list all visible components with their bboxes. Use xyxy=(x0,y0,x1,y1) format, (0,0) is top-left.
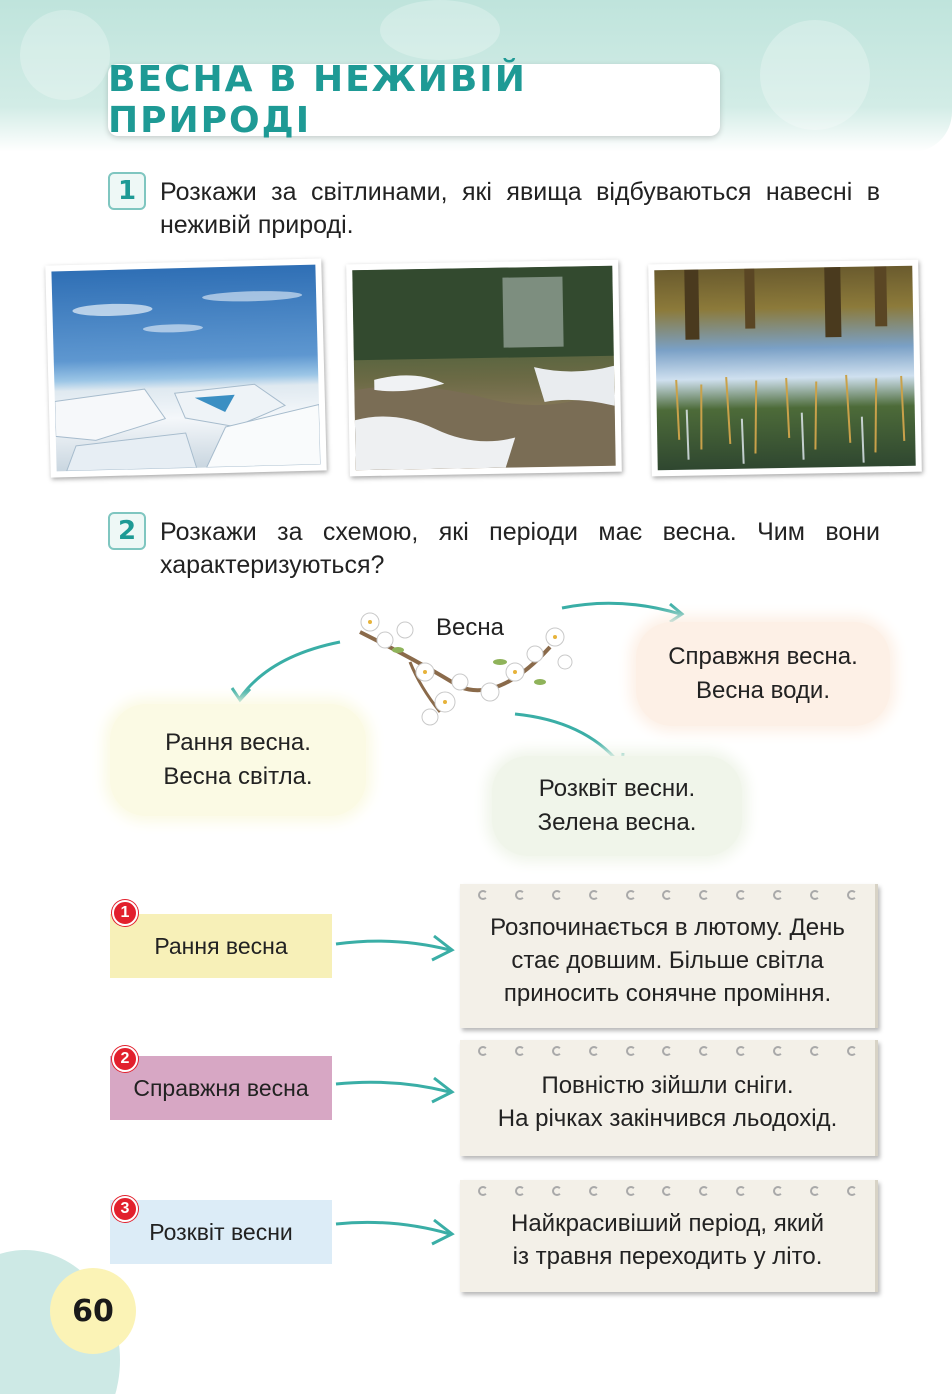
period-arrow-icon xyxy=(334,1070,458,1110)
melting-snow-forest-photo xyxy=(346,260,622,477)
note-line: На річках закінчився льодохід. xyxy=(497,1105,838,1132)
true-spring-title: Справжня весна. xyxy=(668,643,858,670)
note-line: Найкрасивіший період, який xyxy=(511,1210,824,1237)
spring-bloom-cloud xyxy=(492,756,742,856)
spring-bloom-subtitle: Зелена весна. xyxy=(537,809,697,836)
task-number: 1 xyxy=(108,172,146,210)
period-label-bloom xyxy=(110,1200,332,1264)
period-label-early xyxy=(110,914,332,978)
task-number: 2 xyxy=(108,512,146,550)
period-note-early xyxy=(460,884,878,1028)
scheme-center-label: Весна xyxy=(436,614,504,641)
period-note-bloom xyxy=(460,1180,878,1292)
note-line: із травня переходить у літо. xyxy=(512,1243,823,1270)
note-line: Повністю зійшли сніги. xyxy=(541,1072,794,1099)
page-number-badge xyxy=(50,1268,136,1354)
period-label-text: Розквіт весни xyxy=(149,1218,293,1245)
period-badge: 3 xyxy=(112,1196,138,1222)
page-number: 60 xyxy=(72,1293,114,1329)
task-instruction: Розкажи за схемою, які періоди має весна. Чим вони характеризуються? xyxy=(160,518,880,579)
spring-bloom-title: Розквіт весни. xyxy=(538,775,696,802)
note-line: стає довшим. Більше світла xyxy=(511,946,824,974)
period-badge: 2 xyxy=(112,1046,138,1072)
period-label-text: Рання весна xyxy=(154,932,288,959)
period-arrow-icon xyxy=(334,1212,458,1252)
decor-bubble xyxy=(760,20,870,130)
decor-bubble xyxy=(20,10,110,100)
notebook-rings xyxy=(478,1046,857,1058)
title-box xyxy=(108,59,720,141)
true-spring-subtitle: Весна води. xyxy=(695,677,830,704)
period-arrow-icon xyxy=(334,928,458,968)
notebook-rings xyxy=(478,890,857,902)
notebook-rings xyxy=(478,1186,857,1198)
period-note-true xyxy=(460,1040,878,1156)
period-label-text: Справжня весна xyxy=(133,1074,309,1101)
early-spring-cloud xyxy=(110,704,366,816)
period-badge: 1 xyxy=(112,900,138,926)
true-spring-cloud xyxy=(636,622,890,726)
period-label-true xyxy=(110,1056,332,1120)
page-title: ВЕСНА В НЕЖИВІЙ ПРИРОДІ xyxy=(108,59,527,141)
flooded-forest-photo xyxy=(648,260,922,477)
note-line: приносить сонячне проміння. xyxy=(503,979,832,1007)
decor-bubble xyxy=(380,0,500,60)
note-line: Розпочинається в лютому. День xyxy=(490,913,845,941)
early-spring-title: Рання весна. xyxy=(165,729,311,756)
task-instruction: Розкажи за світлинами, які явища відбуваються навесні в неживій природі. xyxy=(160,178,880,239)
ice-floes-photo xyxy=(45,258,326,477)
early-spring-subtitle: Весна світла. xyxy=(163,763,313,790)
